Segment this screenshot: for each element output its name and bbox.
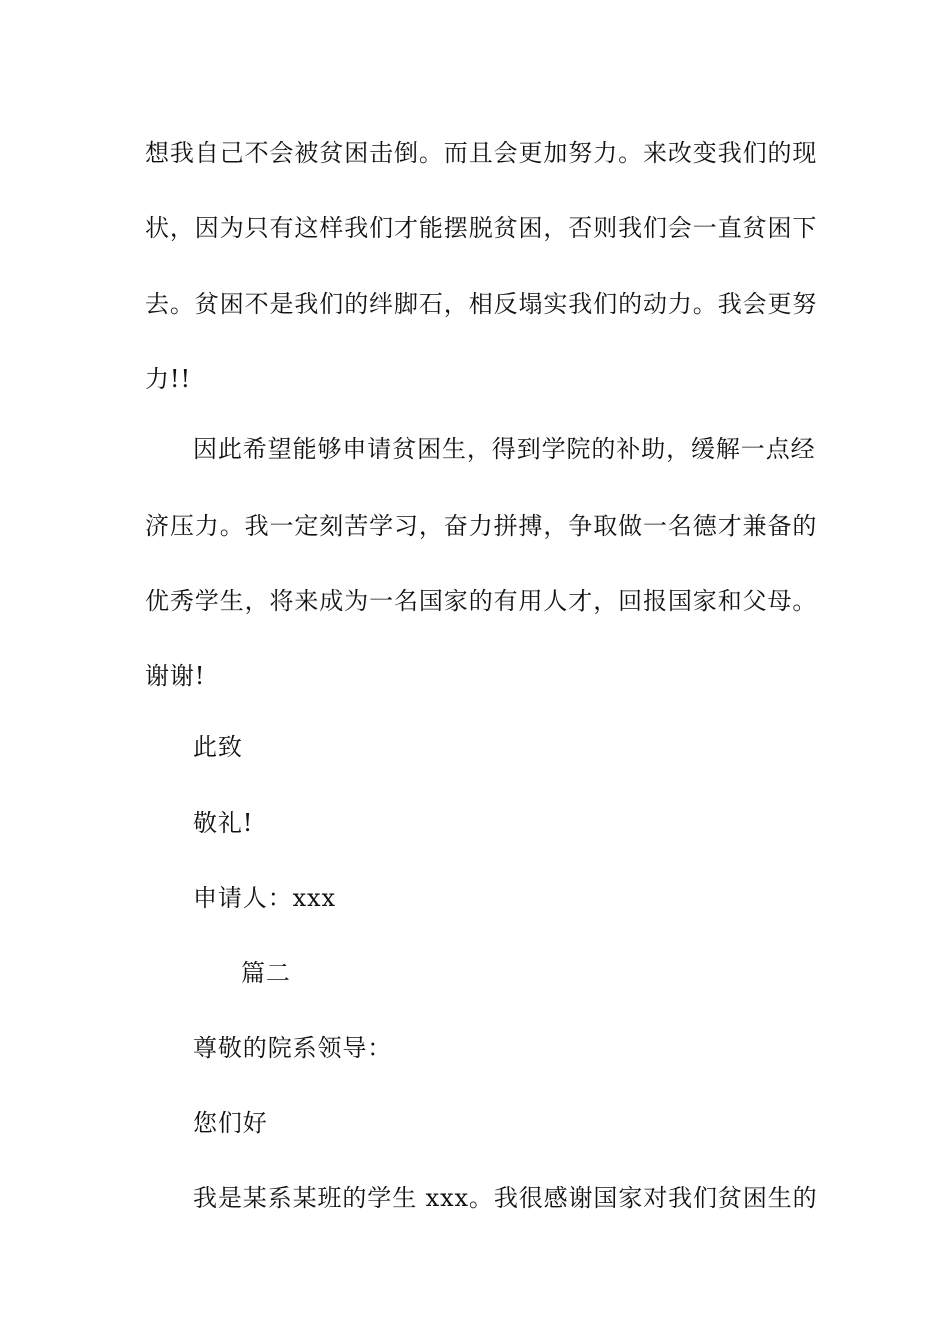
paragraph-line: 去。贫困不是我们的绊脚石，相反塌实我们的动力。我会更努	[145, 290, 818, 318]
salute-text: 敬礼!	[193, 809, 254, 837]
closing-text: 此致	[193, 733, 243, 761]
greeting-recipient: 尊敬的院系领导：	[193, 1034, 393, 1062]
greeting-text: 您们好	[193, 1109, 268, 1137]
paragraph-line: 优秀学生，将来成为一名国家的有用人才，回报国家和父母。	[145, 587, 818, 615]
paragraph-line: 状，因为只有这样我们才能摆脱贫困，否则我们会一直贫困下	[145, 214, 818, 242]
applicant-signature: 申请人：xxx	[193, 884, 336, 912]
section-title: 篇二	[241, 959, 291, 987]
paragraph-line: 我是某系某班的学生 xxx。我很感谢国家对我们贫困生的	[193, 1184, 818, 1212]
paragraph-line: 谢谢!	[145, 662, 206, 690]
paragraph-line: 力!!	[145, 365, 191, 393]
paragraph-line: 济压力。我一定刻苦学习，奋力拼搏，争取做一名德才兼备的	[145, 512, 818, 540]
paragraph-line: 因此希望能够申请贫困生，得到学院的补助，缓解一点经	[193, 435, 816, 463]
paragraph-line: 想我自己不会被贫困击倒。而且会更加努力。来改变我们的现	[145, 139, 818, 167]
